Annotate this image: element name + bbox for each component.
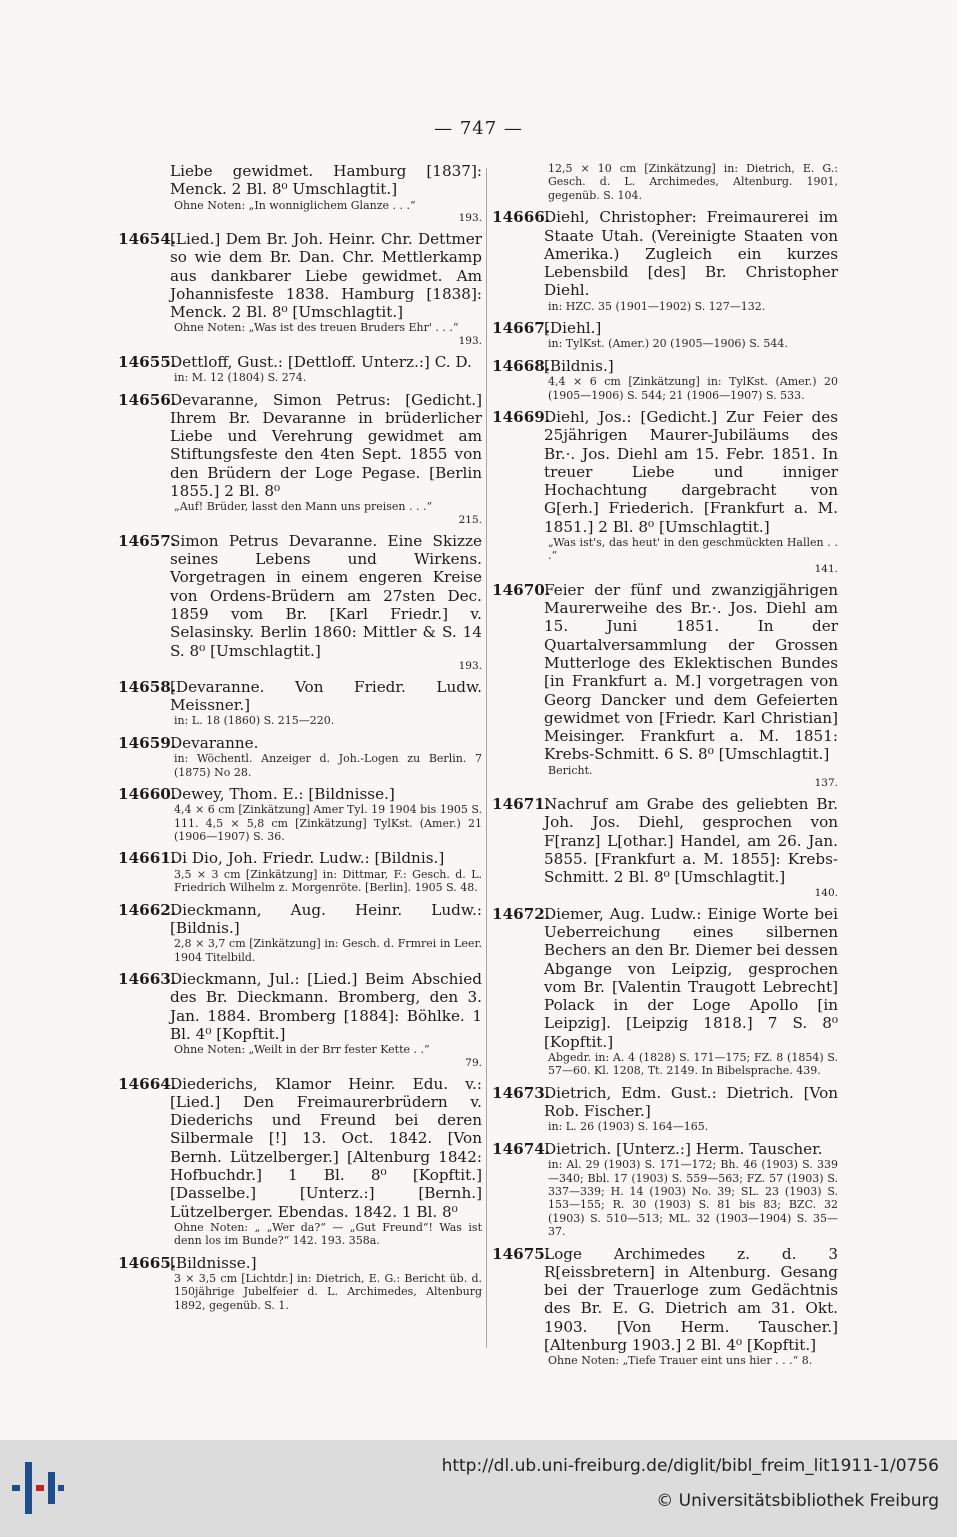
entry-note: 2,8 × 3,7 cm [Zinkätzung] in: Gesch. d. Frmrei in Leer. 1904 Titelbild.: [174, 937, 482, 964]
entry-number: 14657.: [118, 531, 177, 550]
bibliography-entry: [118, 353, 482, 385]
entry-note: 3,5 × 3 cm [Zinkätzung] in: Dittmar, F.: Gesch. d. L. Friedrich Wilhelm z. Morgenröte. [Berlin]. 1905 S. 48.: [174, 867, 482, 895]
entry-number: 14672.: [492, 904, 551, 923]
entry-note: in: L. 26 (1903) S. 164—165.: [548, 1120, 709, 1134]
entry-number: 14674.: [492, 1139, 551, 1158]
entry-note: 12,5 × 10 cm [Zinkätzung] in: Dietrich, E. G.: Gesch. d. L. Archimedes, Altenburg. 1901, gegenüb. S. 104.: [548, 162, 838, 202]
entry-text: Di Dio, Joh. Friedr. Ludw.: [Bildnis.]: [170, 849, 445, 868]
entry-number: 14668.: [492, 356, 551, 375]
left-column: [118, 162, 482, 1318]
entry-note: 4,4 × 6 cm [Zinkätzung] Amer Tyl. 19 1904 bis 1905 S. 111. 4,5 × 5,8 cm [Zinkätzung] TylKst. (Amer.) 21 (1906—1907) S. 36.: [174, 803, 482, 844]
entry-text: Diederichs, Klamor Heinr. Edu. v.: [Lied.] Den Freimaurerbrüdern v. Diederichs und Freund bei deren Silbermale [!] 13. Oct. 1842. [Von Bernh. Lützelberger.] [Altenburg 1842: Hofbuchdr.] 1 Bl. 8⁰ [Kopftit.] [Dasselbe.] [Unterz.:] [Bernh.] Lützelberger. Ebendas. 1842. 1 Bl. 8⁰: [170, 1074, 482, 1221]
entry-number: 14673.: [492, 1083, 551, 1102]
bibliography-entry: [118, 230, 482, 347]
entry-note: Bericht.: [548, 763, 593, 777]
bibliography-entry: [492, 1140, 838, 1239]
entry-number: 14671.: [492, 795, 551, 814]
bibliography-entry: [118, 901, 482, 964]
entry-reference: 79.: [465, 1056, 482, 1069]
entry-note: in: HZC. 35 (1901—1902) S. 127—132.: [548, 299, 766, 313]
entry-note: „Auf! Brüder, lasst den Mann uns preisen . . .“: [174, 500, 433, 514]
entry-note: in: Al. 29 (1903) S. 171—172; Bh. 46 (1903) S. 339—340; Bbl. 17 (1903) S. 559—563; FZ. 57 (1903) S. 337—339; H. 14 (1903) No. 39; SL. 23 (1903) S. 153—155; R. 30 (1903) S. 81 bis 83; BZC. 32 (1903) S. 510—513; ML. 32 (1903—1904) S. 35—37.: [548, 1158, 838, 1239]
entry-text: Dettloff, Gust.: [Dettloff. Unterz.:] C. D.: [170, 352, 472, 371]
entry-number: 14665.: [118, 1253, 177, 1272]
entry-number: 14675.: [492, 1244, 551, 1263]
entry-number: 14660.: [118, 784, 177, 803]
entry-number: 14656.: [118, 390, 177, 409]
entry-reference: 141.: [814, 562, 838, 575]
entry-number: 14667.: [492, 319, 551, 338]
entry-text: Diehl, Christopher: Freimaurerei im Staate Utah. (Vereinigte Staaten von Amerika.) Zugleich ein kurzes Lebensbild [des] Br. Christopher Diehl.: [544, 208, 838, 300]
entry-text: Diehl, Jos.: [Gedicht.] Zur Feier des 25jährigen Maurer-Jubiläums des Br.·. Jos. Diehl am 15. Febr. 1851. In treuer Liebe und inniger Hochachtung dargebracht von G[erh.] Friederich. [Frankfurt a. M. 1851.] 2 Bl. 8⁰ [Umschlagtit.]: [544, 407, 838, 536]
bibliography-entry: [118, 532, 482, 672]
entry-text: Devaranne, Simon Petrus: [Gedicht.] Ihrem Br. Devaranne in brüderlicher Liebe und Verehrung gewidmet am Stiftungsfeste den 4ten Sept. 1855 von den Brüdern der Loge Pegase. [Berlin 1855.] 2 Bl. 8⁰: [170, 390, 482, 501]
bibliography-entry: [118, 785, 482, 844]
entry-note: Abgedr. in: A. 4 (1828) S. 171—175; FZ. 8 (1854) S. 57—60. Kl. 1208, Tt. 2149. In Bibelsprache. 439.: [548, 1051, 838, 1078]
entry-reference: 215.: [458, 513, 482, 526]
entry-text: Dietrich, Edm. Gust.: Dietrich. [Von Rob. Fischer.]: [544, 1083, 838, 1121]
entry-text: Nachruf am Grabe des geliebten Br. Joh. Jos. Diehl, gesprochen von F[ranz] L[othar.] Handel, am 26. Jan. 5855. [Frankfurt a. M. 1855]: Krebs-Schmitt. 2 Bl. 8⁰ [Umschlagtit.]: [544, 795, 838, 887]
bibliography-entry: [492, 581, 838, 789]
bibliography-entry: [492, 795, 838, 898]
entry-number: 14661.: [118, 849, 177, 868]
entry-text: Dieckmann, Jul.: [Lied.] Beim Abschied des Br. Dieckmann. Bromberg, den 3. Jan. 1884. Bromberg [1884]: Böhlke. 1 Bl. 4⁰ [Kopftit.]: [170, 970, 482, 1043]
entry-number: 14666.: [492, 208, 551, 227]
ub-freiburg-logo-icon: [12, 1462, 64, 1514]
footer-url-link[interactable]: http://dl.ub.uni-freiburg.de/diglit/bibl_freim_lit1911-1/0756: [441, 1456, 939, 1476]
entry-reference: 193.: [458, 334, 482, 347]
bibliography-entry: [492, 1245, 838, 1368]
entry-reference: 137.: [814, 777, 838, 790]
entry-text: Feier der fünf und zwanzigjährigen Maurerweihe des Br.·. Jos. Diehl am 15. Juni 1851. In der Quartalversammlung der Grossen Mutterloge des Eklektischen Bundes [in Frankfurt a. M.] vorgetragen von Georg Dancker und dem Gefeierten gewidmet von [Friedr. Karl Christian] Meisinger. Frankfurt a. M. 1851: Krebs-Schmitt. 6 S. 8⁰ [Umschlagtit.]: [544, 580, 838, 764]
entry-note: Ohne Noten: „Weilt in der Brr fester Kette . .“: [174, 1043, 430, 1057]
footer-bar: [0, 1440, 957, 1537]
entry-note: in: L. 18 (1860) S. 215—220.: [174, 714, 335, 728]
entry-text: [Bildnisse.]: [170, 1253, 257, 1272]
bibliography-entry: [492, 319, 838, 351]
entry-number: 14658.: [118, 677, 177, 696]
bibliography-entry: [492, 162, 838, 202]
entry-text: Dieckmann, Aug. Heinr. Ludw.: [Bildnis.]: [170, 900, 482, 937]
entry-note: Ohne Noten: „Was ist des treuen Bruders Ehr' . . .“: [174, 321, 459, 335]
entry-text: [Bildnis.]: [544, 356, 614, 375]
entry-text: Diemer, Aug. Ludw.: Einige Worte bei Ueberreichung eines silbernen Bechers an den Br. Diemer bei dessen Abgange von Leipzig, gesprochen vom Br. [Valentin Traugott Lebrecht] Polack in der Loge Apollo [in Leipzig]. [Leipzig 1818.] 7 S. 8⁰ [Kopftit.]: [544, 904, 838, 1051]
bibliography-entry: [492, 208, 838, 313]
entry-number: 14663.: [118, 970, 177, 988]
entry-number: 14655.: [118, 352, 177, 371]
bibliography-entry: [492, 408, 838, 575]
bibliography-entry: [492, 1084, 838, 1134]
bibliography-entry: [118, 1075, 482, 1248]
entry-text: Dietrich. [Unterz.:] Herm. Tauscher.: [544, 1139, 823, 1158]
entry-note: 4,4 × 6 cm [Zinkätzung] in: TylKst. (Amer.) 20 (1905—1906) S. 544; 21 (1906—1907) S. 533.: [548, 375, 838, 402]
bibliography-entry: [118, 734, 482, 779]
entry-text: [Diehl.]: [544, 319, 602, 338]
bibliography-entry: [118, 162, 482, 224]
entry-text: Liebe gewidmet. Hamburg [1837]: Menck. 2 Bl. 8⁰ Umschlagtit.]: [170, 162, 482, 199]
entry-number: 14664.: [118, 1074, 177, 1093]
entry-note: Ohne Noten: „Tiefe Trauer eint uns hier . . .“ 8.: [548, 1354, 813, 1368]
entry-note: in: TylKst. (Amer.) 20 (1905—1906) S. 544.: [548, 337, 788, 351]
column-divider: [486, 168, 487, 1348]
bibliography-entry: [492, 905, 838, 1078]
bibliography-entry: [118, 678, 482, 728]
entry-note: „Was ist's, das heut' in den geschmückten Hallen . . .“: [548, 536, 838, 563]
bibliography-entry: [118, 391, 482, 526]
entry-note: Ohne Noten: „ „Wer da?“ — „Gut Freund“! Was ist denn los im Bunde?“ 142. 193. 358a.: [174, 1220, 482, 1248]
entry-note: in: M. 12 (1804) S. 274.: [174, 371, 307, 385]
entry-text: Devaranne.: [170, 733, 259, 752]
entry-text: Simon Petrus Devaranne. Eine Skizze seines Lebens und Wirkens. Vorgetragen in einem engeren Kreise von Ordens-Brüdern am 27sten Dec. 1859 vom Br. [Karl Friedr.] v. Selasinsky. Berlin 1860: Mittler & S. 14 S. 8⁰ [Umschlagtit.]: [170, 531, 482, 660]
bibliography-entry: [118, 970, 482, 1069]
entry-text: Dewey, Thom. E.: [Bildnisse.]: [170, 784, 395, 803]
entry-text: [Devaranne. Von Friedr. Ludw. Meissner.]: [170, 677, 482, 715]
entry-text: Loge Archimedes z. d. 3 R[eissbretern] in Altenburg. Gesang bei der Trauerloge zum Gedächtnis des Br. E. G. Dietrich am 31. Okt. 1903. [Von Herm. Tauscher.] [Altenburg 1903.] 2 Bl. 4⁰ [Kopftit.]: [544, 1244, 838, 1355]
entry-number: 14669.: [492, 407, 551, 426]
entry-number: 14654.: [118, 230, 177, 248]
entry-reference: 193.: [458, 212, 482, 224]
entry-note: in: Wöchentl. Anzeiger d. Joh.-Logen zu Berlin. 7 (1875) No 28.: [174, 752, 482, 779]
bibliography-entry: [118, 849, 482, 894]
entry-text: [Lied.] Dem Br. Joh. Heinr. Chr. Dettmer so wie dem Br. Dan. Chr. Mettlerkamp aus dankbarer Liebe gewidmet. Am Johannisfeste 1838. Hamburg [1838]: Menck. 2 Bl. 8⁰ [Umschlagtit.]: [170, 230, 482, 322]
entry-reference: 193.: [458, 659, 482, 672]
right-column: [492, 162, 838, 1374]
entry-number: 14659.: [118, 733, 177, 752]
footer-copyright: © Universitätsbibliothek Freiburg: [656, 1491, 939, 1511]
entry-number: 14662.: [118, 900, 177, 919]
bibliography-entry: [492, 357, 838, 402]
entry-number: 14670.: [492, 580, 551, 599]
page-number: — 747 —: [434, 118, 523, 139]
entry-note: 3 × 3,5 cm [Lichtdr.] in: Dietrich, E. G.: Bericht üb. d. 150jährige Jubelfeier d. L. Archimedes, Altenburg 1892, gegenüb. S. 1.: [174, 1272, 482, 1312]
entry-note: Ohne Noten: „In wonniglichem Glanze . . .“: [174, 198, 416, 212]
entry-reference: 140.: [814, 886, 838, 899]
bibliography-entry: [118, 1254, 482, 1313]
